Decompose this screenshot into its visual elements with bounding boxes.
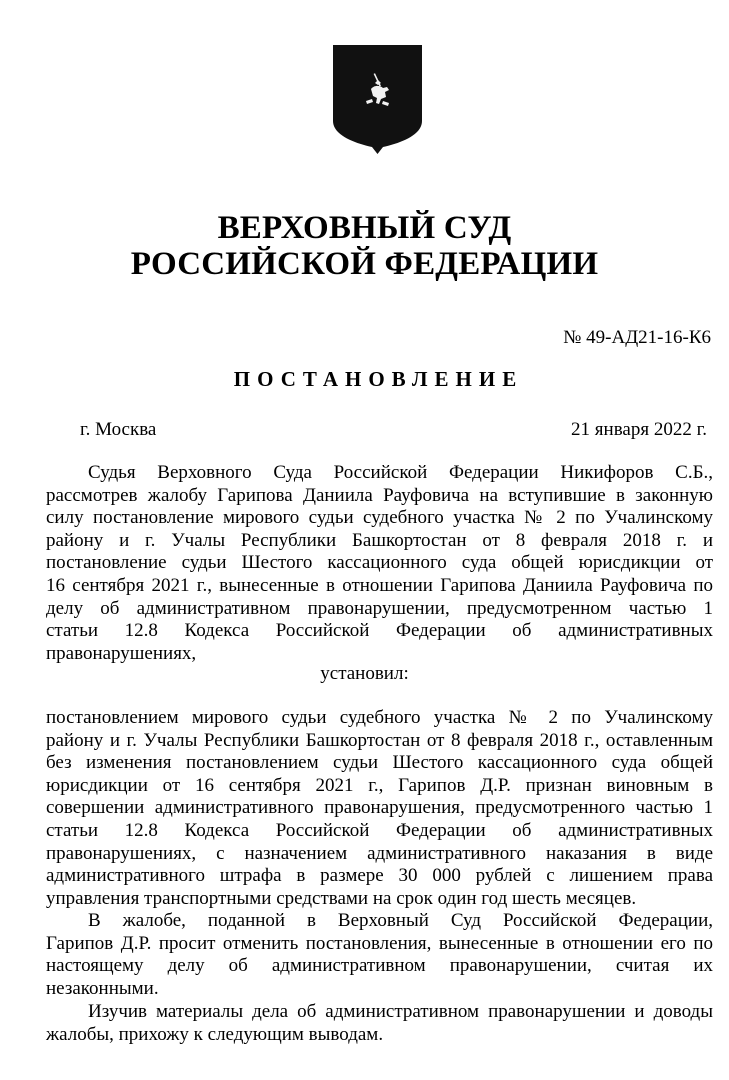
text-line: статьи 12.8 Кодекса Российской Федерации об административных bbox=[46, 620, 713, 642]
text-line: незаконными. bbox=[46, 977, 159, 999]
date-of-issue: 21 января 2022 г. bbox=[571, 419, 707, 440]
text-line: Гарипов Д.Р. просит отменить постановления, вынесенные в отношении его по bbox=[46, 932, 713, 954]
text-line: Судья Верховного Суда Российской Федерации Никифоров С.Б., bbox=[88, 462, 713, 483]
document-type-title: ПОСТАНОВЛЕНИЕ bbox=[233, 367, 524, 391]
text-line: правонарушениях, bbox=[46, 642, 197, 664]
text-line: совершении административного правонарушения, предусмотренного частью 1 bbox=[46, 797, 713, 819]
text-line: постановление судьи Шестого кассационного суда общей юрисдикции от bbox=[46, 552, 713, 574]
findings-paragraph bbox=[46, 707, 713, 910]
text-line: управления транспортными средствами на срок один год шесть месяцев. bbox=[46, 887, 637, 909]
text-line: административного штрафа в размере 30 000 рублей с лишением права bbox=[46, 865, 713, 887]
text-line: постановлением мирового судьи судебного участка № 2 по Учалинскому bbox=[46, 707, 713, 728]
text-line: рассмотрев жалобу Гарипова Даниила Рауфовича на вступившие в законную bbox=[46, 484, 713, 506]
text-line: юрисдикции от 16 сентября 2021 г., Гарипов Д.Р. признан виновным в bbox=[46, 774, 713, 796]
court-name-line2: РОССИЙСКОЙ ФЕДЕРАЦИИ bbox=[130, 246, 599, 282]
text-line: 16 сентября 2021 г., вынесенные в отношении Гарипова Даниила Рауфовича по bbox=[46, 574, 713, 596]
text-line: силу постановление мирового судьи судебного участка № 2 по Учалинскому bbox=[46, 507, 713, 529]
court-name-line1: ВЕРХОВНЫЙ СУД bbox=[217, 210, 512, 246]
text-line: району и г. Учалы Республики Башкортостан от 8 февраля 2018 г. и bbox=[46, 529, 713, 551]
text-line: В жалобе, поданной в Верховный Суд Российской Федерации, bbox=[88, 910, 713, 931]
text-line: без изменения постановлением судьи Шестого кассационного суда общей bbox=[46, 752, 713, 774]
text-line: правонарушениях, с назначением административного наказания в виде bbox=[46, 842, 713, 864]
text-line: жалобы, прихожу к следующим выводам. bbox=[46, 1023, 384, 1045]
text-line: Изучив материалы дела об административном правонарушении и доводы bbox=[88, 1001, 713, 1022]
established-heading: установил: bbox=[320, 663, 409, 684]
coat-of-arms-emblem bbox=[331, 43, 424, 155]
intro-paragraph bbox=[46, 462, 713, 665]
place-of-issue: г. Москва bbox=[80, 419, 157, 440]
text-line: делу об административном правонарушении, предусмотренном частью 1 bbox=[46, 597, 713, 619]
text-line: настоящему делу об административном правонарушении, считая их bbox=[46, 955, 713, 977]
conclusion-paragraph bbox=[46, 1001, 713, 1046]
text-line: статьи 12.8 Кодекса Российской Федерации об административных bbox=[46, 819, 713, 841]
complaint-paragraph bbox=[46, 910, 713, 1000]
case-number: № 49-АД21-16-К6 bbox=[563, 327, 711, 348]
text-line: району и г. Учалы Республики Башкортостан от 8 февраля 2018 г., оставленным bbox=[46, 729, 713, 751]
